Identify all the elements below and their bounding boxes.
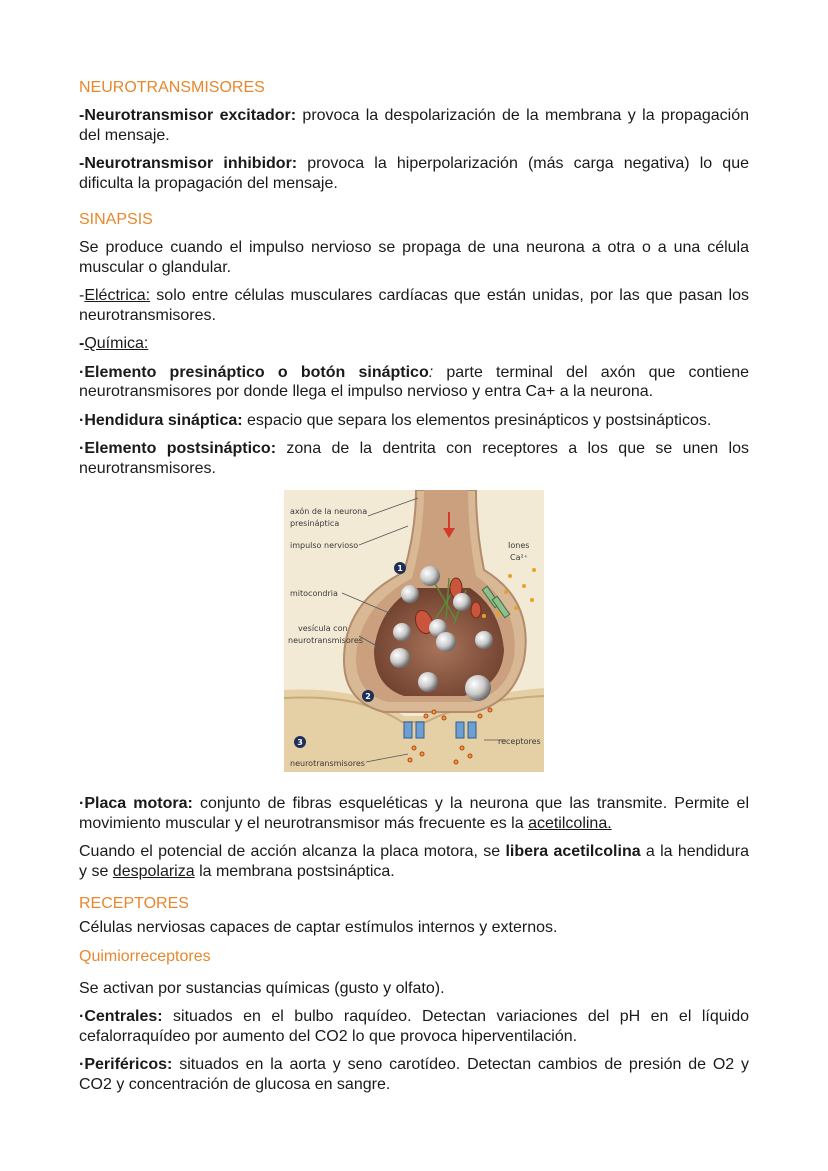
para-quimio-intro: Se activan por sustancias químicas (gusto y olfato). [79, 979, 445, 997]
svg-text:2: 2 [365, 692, 371, 701]
label-ca: Ca²⁺ [510, 553, 528, 562]
label-axon-2: presináptica [290, 519, 340, 528]
heading-quimiorreceptores: Quimiorreceptores [79, 947, 211, 965]
para-presinaptico: ·Elemento presináptico o botón sináptico: parte terminal del axón que contiene neurotransmisores por donde llega el impulso nervioso y entra Ca+ a la neurona. [79, 363, 749, 400]
svg-text:3: 3 [297, 738, 303, 747]
heading-sinapsis: SINAPSIS [79, 211, 153, 228]
label-iones: Iones [508, 541, 530, 550]
label-receptores: receptores [498, 737, 541, 746]
label-neurotransmisores: neurotransmisores [290, 759, 365, 768]
para-quimica: -Química: [79, 335, 149, 352]
label-impulso: impulso nervioso [290, 541, 359, 550]
document-page [79, 78, 749, 1103]
para-inhibidor: -Neurotransmisor inhibidor: provoca la hiperpolarización (más carga negativa) lo que dificulta la propagación del mensaje. [79, 155, 750, 192]
synapse-illustration [284, 490, 544, 772]
heading-receptores: RECEPTORES [79, 895, 189, 912]
para-electrica: -Eléctrica: solo entre células musculares cardíacas que están unidas, por las que pasan los neurotransmisores. [79, 287, 749, 324]
para-placa-motora: ·Placa motora: conjunto de fibras esqueléticas y la neurona que las transmite. Permite el movimiento muscular y el neurotransmisor más frecuente es la acetilcolina. [79, 795, 750, 832]
para-hendidura: ·Hendidura sináptica: espacio que separa los elementos presinápticos y postsinápticos. [79, 411, 712, 429]
para-perifericos: ·Periféricos: situados en la aorta y seno carotídeo. Detectan cambios de presión de O2 y CO2 y concentración de glucosa en sangre. [79, 1056, 749, 1093]
label-mitocondria: mitocondria [290, 589, 338, 598]
para-postsinaptico: ·Elemento postsináptico: zona de la dentrita con receptores a los que se unen los neurotransmisores. [79, 440, 750, 477]
svg-text:1: 1 [397, 564, 403, 573]
para-sinapsis-intro: Se produce cuando el impulso nervioso se propaga de una neurona a otra o a una célula muscular o glandular. [79, 239, 749, 276]
synapse-figure [284, 490, 544, 772]
para-cuando: Cuando el potencial de acción alcanza la placa motora, se libera acetilcolina a la hendidura y se despolariza la membrana postsináptica. [79, 843, 749, 880]
para-receptores-intro: Células nerviosas capaces de captar estímulos internos y externos. [79, 919, 558, 936]
label-axon-1: axón de la neurona [290, 507, 368, 516]
label-vesicula-2: neurotransmisores [288, 636, 363, 645]
para-centrales: ·Centrales: situados en el bulbo raquídeo. Detectan variaciones del pH en el líquido cefalorraquídeo por aumento del CO2 lo que provoca hiperventilación. [79, 1008, 749, 1045]
para-excitador: -Neurotransmisor excitador: provoca la despolarización de la membrana y la propagación del mensaje. [79, 107, 750, 144]
heading-neurotransmisores: NEUROTRANSMISORES [79, 79, 265, 96]
label-vesicula-1: vesícula con [298, 624, 348, 633]
